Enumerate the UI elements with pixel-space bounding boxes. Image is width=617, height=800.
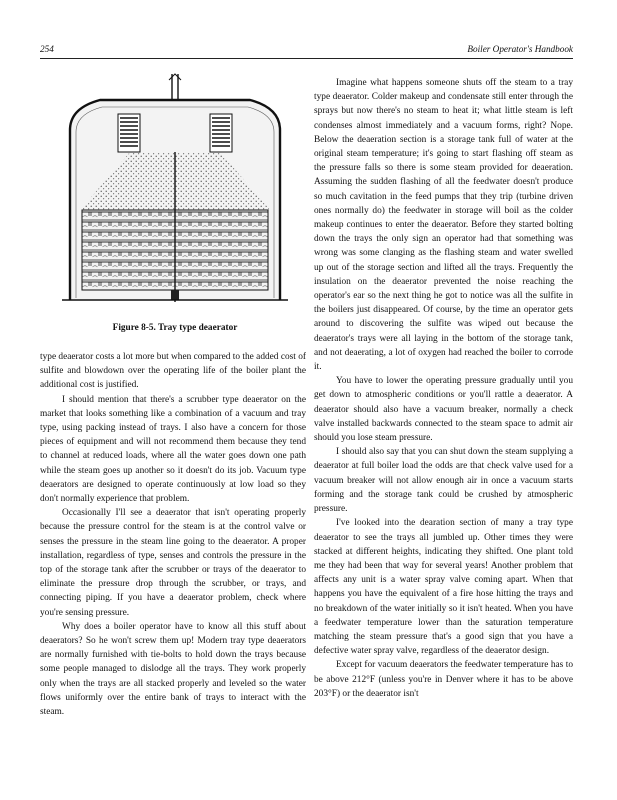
right-column [314, 76, 573, 701]
header-rule [40, 58, 573, 59]
running-header [40, 44, 573, 58]
paragraph: I should mention that there's a scrubber type deaerator on the market that looks something like a combination of a vacuum and tray type, using packing instead of trays. I also have a concern for those pieces of equipment and will not recommend them because they tend to channel at reduced loads, where all the water goes down one path while the steam goes up another so it doesn't do its job. Vacuum type deaerators are designed to operate continuously at low load so they don't normally experience that problem. [40, 394, 306, 505]
tray-deaerator-figure [40, 70, 310, 338]
paragraph: I've looked into the dearation section of many a tray type deaerator to see the trays all jumbled up. Other times they were stacked at different heights, indicating they shifted. One plant told me they had been that way for several years! Another problem that affects any unit is a water spray valve coming apart. When that happens you have the equivalent of a fire hose hitting the trays and no breakdown of the water initially so it isn't heated. When you have a feedwater temperature lower than the saturation temperature matching the steam pressure that's a good sign that you have a defective water spray valve, regardless of the deaerator design. [314, 518, 573, 657]
paragraph: Imagine what happens someone shuts off the steam to a tray type deaerator. Colder makeup and condensate still enter through the sprays but now there's no steam to heat it; what little steam is left condenses almost immediately and a vacuum forms, right? Nope. Below the deaeration section is a storage tank full of water at the original steam temperature; it's going to start flashing off steam as the pressure falls so there is some steam provided for deaeration. Assuming the sudden flashing of all the feedwater doesn't produce so much cavitation in the feed pumps that they trip (turbine driven ones normally do) the feedwater in storage will boil as the colder makeup continues to enter the deaerator. Before they started bolting down the trays the only sign an operator had that something was wrong was some clanging as the flashing steam and water swelled up out of the storage section and lifted all the trays. Frequently the insulation on the deaerator prevented the noise reaching the operator's ear so the next thing he got to notice was all the sulfite in the boilers just disappeared. Of course, by the time an operator gets around to discovering the sulfite was wiped out because the deaerator's trays were all laying in the bottom of the storage tank, and not deaerating, a lot of oxygen had reached the boiler to corrode it. [314, 78, 573, 373]
paragraph: type deaerator costs a lot more but when compared to the added cost of sulfite and blowdown over the operating life of the boiler plant the additional cost is justified. [40, 352, 306, 391]
paragraph: Except for vacuum deaerators the feedwater temperature has to be above 212°F (unless you're in Denver where it has to be above 203°F) or the deaerator isn't [314, 660, 573, 699]
left-column [40, 350, 306, 719]
paragraph: Occasionally I'll see a deaerator that isn't operating properly because the pressure control for the steam is at the control valve or senses the pressure in the steam line going to the deaerator. A proper installation, regardless of type, senses and controls the pressure in the top of the storage tank after the scrubber or trays of the deaerator to eliminate the pressure drop through the scrubber, or trays, and connecting piping. If you have a deaerator problem, check where you're sensing pressure. [40, 508, 306, 618]
spray-valve-left [118, 114, 140, 152]
spray-valve-right [210, 114, 232, 152]
inlet-pipe [172, 74, 178, 100]
paragraph: Why does a boiler operator have to know all this stuff about deaerators? So he won't screw them up! Modern tray type deaerators are normally furnished with tie-bolts to hold down the trays because some people managed to dislodge all the trays. They work properly only when the trays are all stacked properly and leveled so the water flows uniformly over the entire bank of trays to interact with the steam. [40, 621, 306, 718]
figure-caption: Figure 8-5. Tray type deaerator [112, 323, 238, 333]
paragraph: I should also say that you can shut down the steam supplying a deaerator at full boiler load the odds are that check valve used for a vacuum breaker will not allow enough air in once a vacuum starts forming and the storage tank could be crushed by atmospheric pressure. [314, 447, 573, 515]
page-number: 254 [40, 44, 54, 54]
paragraph: You have to lower the operating pressure gradually until you get down to atmospheric conditions or you'll rattle a deaerator. A deaerator should also have a vacuum breaker, normally a check valve installed backwards connected to the steam space to admit air should you lose steam pressure. [314, 376, 573, 444]
book-title: Boiler Operator's Handbook [467, 44, 573, 54]
tray-deaerator-illustration [40, 70, 310, 318]
